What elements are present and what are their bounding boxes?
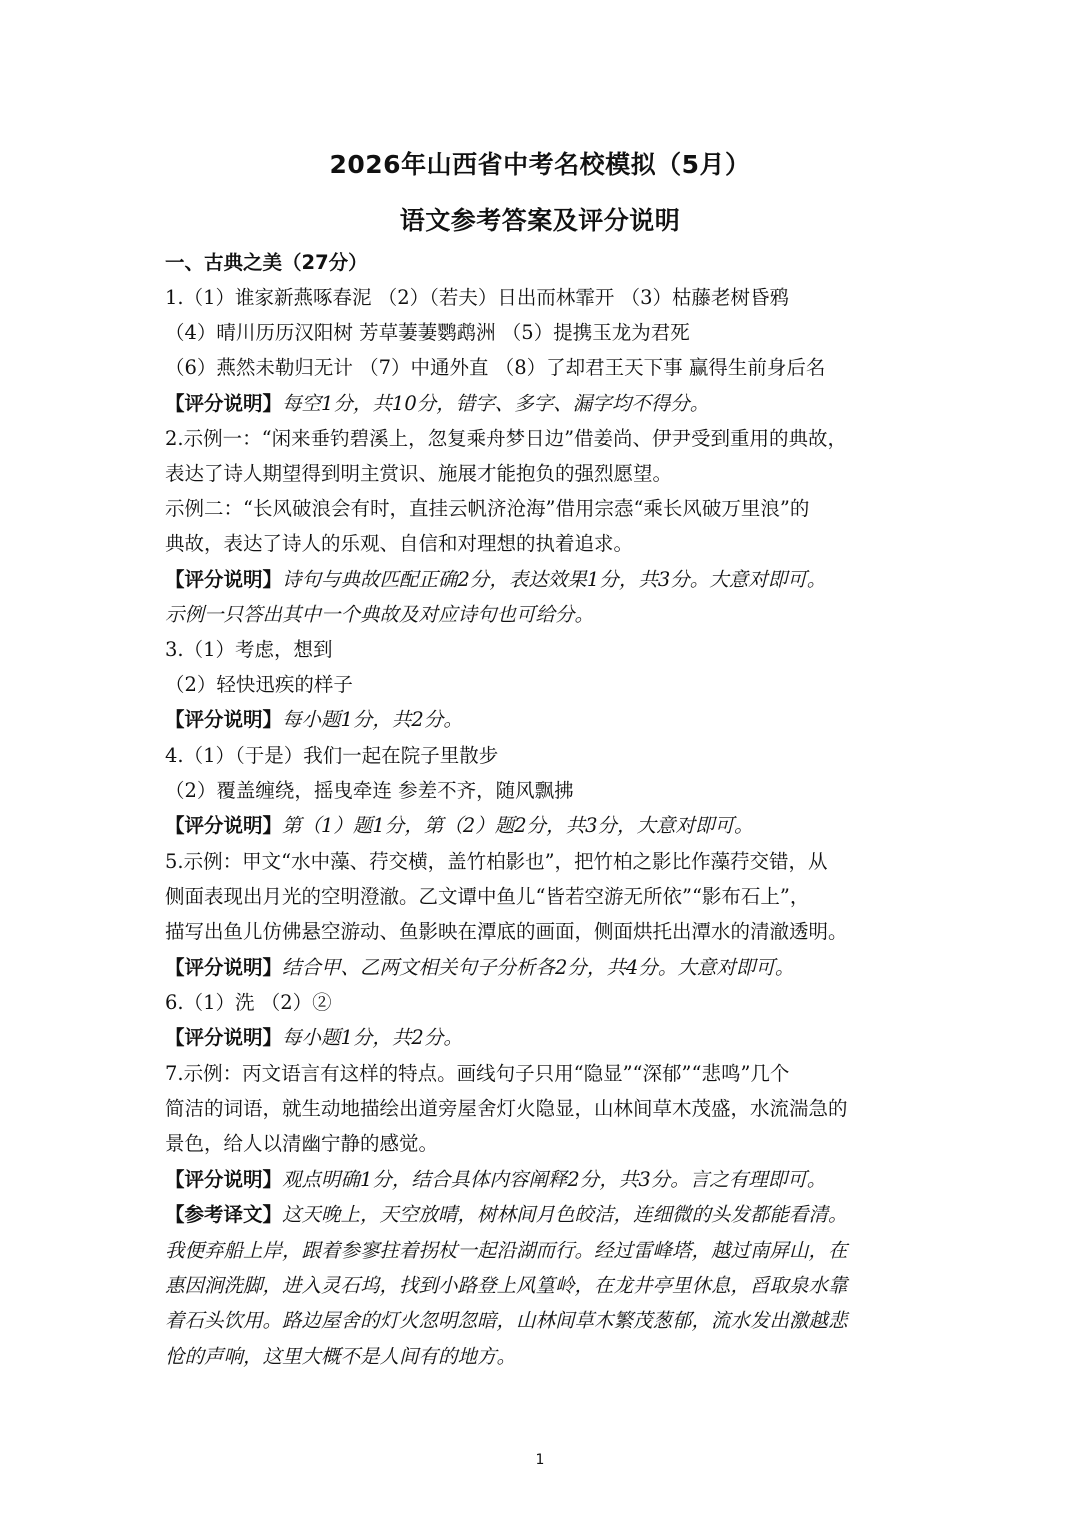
note-text: 第（1）题1分，第（2）题2分，共3分，大意对即可。 — [282, 814, 754, 837]
answer-line: （6）燕然未勒归无计 （7）中通外直 （8）了却君王天下事 赢得生前身后名 — [165, 356, 826, 379]
scoring-note — [165, 813, 925, 839]
scoring-note — [165, 567, 925, 593]
scoring-note — [165, 391, 925, 417]
answer-line: （4）晴川历历汉阳树 芳草萋萋鹦鹉洲 （5）提携玉龙为君死 — [165, 321, 690, 344]
answer-line: 表达了诗人期望得到明主赏识、施展才能抱负的强烈愿望。 — [165, 462, 673, 485]
answer-line: 侧面表现出月光的空明澄澈。乙文谭中鱼儿“皆若空游无所依”“影布石上”， — [165, 885, 810, 908]
note-text: 每空1分，共10分，错字、多字、漏字均不得分。 — [282, 392, 710, 415]
translation-note — [165, 1202, 925, 1228]
answer-line: 典故，表达了诗人的乐观、自信和对理想的执着追求。 — [165, 532, 634, 555]
note-text: 观点明确1分，结合具体内容阐释2分，共3分。言之有理即可。 — [282, 1168, 827, 1191]
page-subtitle: 语文参考答案及评分说明 — [399, 206, 681, 235]
scoring-note — [165, 1025, 925, 1051]
answer-line: 示例一只答出其中一个典故及对应诗句也可给分。 — [165, 603, 595, 626]
note-tag: 【评分说明】 — [165, 708, 283, 731]
page-title: 2026年山西省中考名校模拟（5月） — [329, 150, 751, 179]
answer-line: 1.（1）谁家新燕啄春泥 （2）（若夫）日出而林霏开 （3）枯藤老树昏鸦 — [165, 286, 789, 309]
answer-line: 描写出鱼儿仿佛悬空游动、鱼影映在潭底的画面，侧面烘托出潭水的清澈透明。 — [165, 920, 848, 943]
note-text: 每小题1分，共2分。 — [282, 708, 463, 731]
note-tag: 【评分说明】 — [165, 1026, 283, 1049]
answer-line: （2）轻快迅疾的样子 — [165, 673, 353, 696]
note-text: 这天晚上，天空放晴，树林间月色皎洁，连细微的头发都能看清。 — [282, 1203, 848, 1226]
note-tag: 【评分说明】 — [165, 956, 283, 979]
answer-line: 2.示例一：“闲来垂钓碧溪上，忽复乘舟梦日边”借姜尚、伊尹受到重用的典故， — [165, 427, 848, 450]
translation-line: 怆的声响，这里大概不是人间有的地方。 — [165, 1345, 517, 1368]
answer-line: 简洁的词语，就生动地描绘出道旁屋舍灯火隐显，山林间草木茂盛，水流湍急的 — [165, 1097, 848, 1120]
scoring-note — [165, 1167, 925, 1193]
answer-line: （2）覆盖缠绕，摇曳牵连 参差不齐，随风飘拂 — [165, 779, 574, 802]
page-number: 1 — [535, 1452, 545, 1468]
translation-line: 惠因涧洗脚，进入灵石坞，找到小路登上风篁岭，在龙井亭里休息，舀取泉水靠 — [165, 1274, 848, 1297]
answer-line: 示例二：“长风破浪会有时，直挂云帆济沧海”借用宗悫“乘长风破万里浪”的 — [165, 497, 810, 520]
note-text: 诗句与典故匹配正确2分，表达效果1分，共3分。大意对即可。 — [282, 568, 827, 591]
translation-line: 着石头饮用。路边屋舍的灯火忽明忽暗，山林间草木繁茂葱郁，流水发出激越悲 — [165, 1309, 848, 1332]
scoring-note — [165, 955, 925, 981]
note-text: 结合甲、乙两文相关句子分析各2分，共4分。大意对即可。 — [282, 956, 795, 979]
note-text: 每小题1分，共2分。 — [282, 1026, 463, 1049]
answer-line: 3.（1）考虑，想到 — [165, 638, 333, 661]
note-tag: 【评分说明】 — [165, 814, 283, 837]
note-tag: 【评分说明】 — [165, 392, 283, 415]
answer-line: 4.（1）（于是）我们一起在院子里散步 — [165, 744, 499, 767]
section-heading: 一、古典之美（27分） — [165, 251, 368, 274]
answer-line: 7.示例：丙文语言有这样的特点。画线句子只用“隐显”“深郁”“悲鸣”几个 — [165, 1062, 790, 1085]
answer-line: 6.（1）洗 （2）② — [165, 991, 332, 1014]
translation-line: 我便弃船上岸，跟着参寥拄着拐杖一起沿湖而行。经过雷峰塔，越过南屏山，在 — [165, 1239, 848, 1262]
note-tag: 【评分说明】 — [165, 1168, 283, 1191]
note-tag: 【参考译文】 — [165, 1203, 283, 1226]
note-tag: 【评分说明】 — [165, 568, 283, 591]
answer-line: 景色，给人以清幽宁静的感觉。 — [165, 1132, 439, 1155]
answer-line: 5.示例：甲文“水中藻、荇交横，盖竹柏影也”，把竹柏之影比作藻荇交错，从 — [165, 850, 828, 873]
scoring-note — [165, 707, 925, 733]
